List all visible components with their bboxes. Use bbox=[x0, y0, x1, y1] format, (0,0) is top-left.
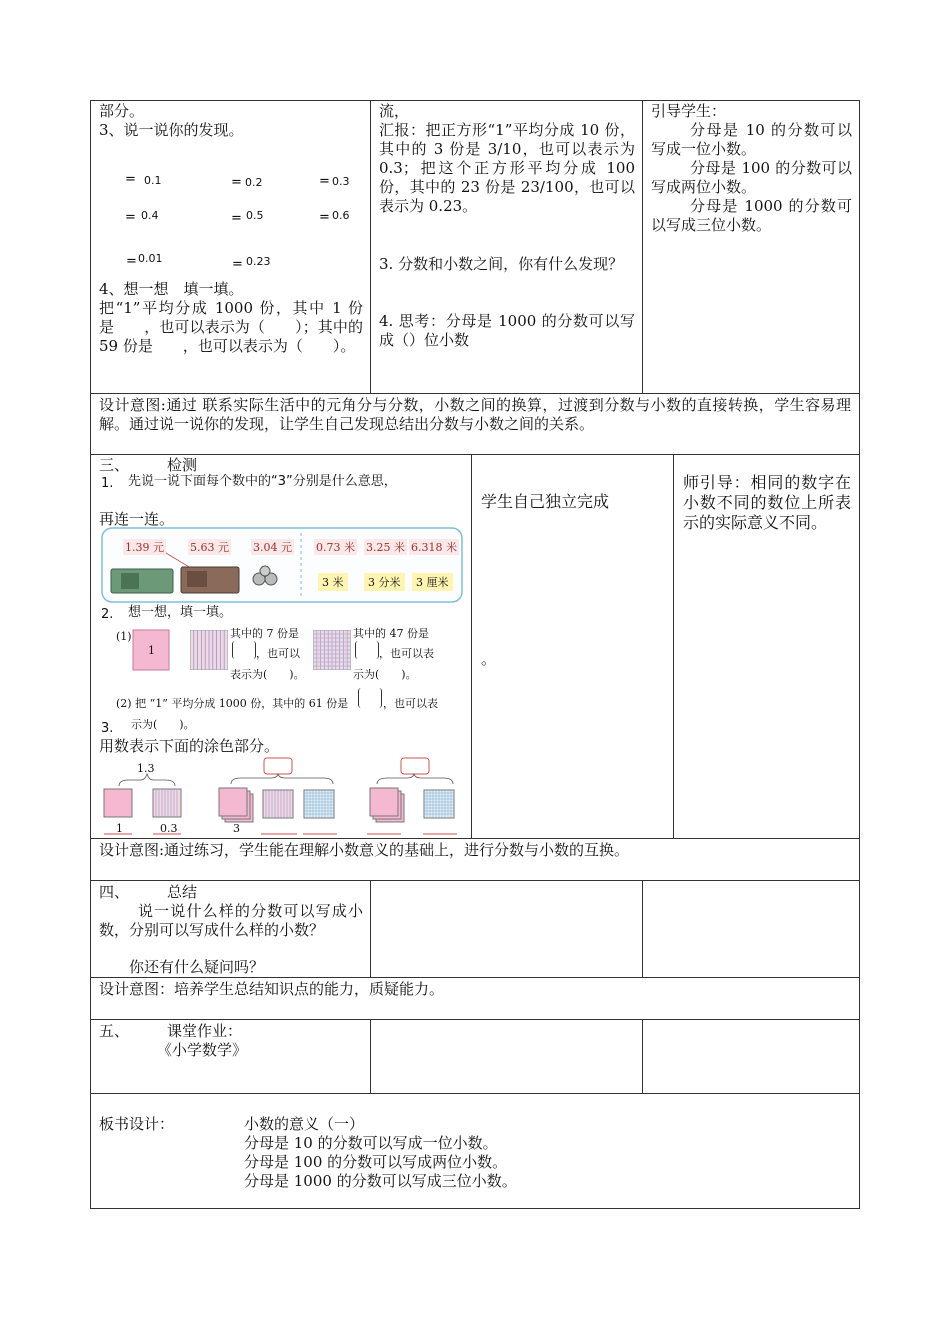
board-title: 小数的意义（一） bbox=[244, 1115, 365, 1133]
q2-part2-text-2: ，也可以表 bbox=[383, 697, 438, 710]
q2-part1-label: (1) bbox=[116, 630, 132, 643]
row1-col1-line2: 3、说一说你的发现。 bbox=[99, 121, 244, 139]
q2-a-line3: 表示为( )。 bbox=[230, 668, 305, 681]
row1-col3-p1: 分母是 10 的分数可以写成一位小数。 bbox=[651, 121, 852, 158]
q1-text-continued: 再连一连。 bbox=[99, 510, 175, 528]
intent2-bottom-border bbox=[90, 880, 860, 881]
tenths-square bbox=[190, 630, 228, 670]
money-1-39: 1.39 元 bbox=[125, 541, 164, 554]
row1-col2-q4: 4. 思考：分母是 1000 的分数可以写成（）位小数 bbox=[379, 312, 635, 349]
length-0-73: 0.73 米 bbox=[316, 541, 355, 554]
row1-col3-p3: 分母是 1000 的分数可以写成三位小数。 bbox=[651, 197, 852, 234]
section4-number: 四、 bbox=[99, 883, 130, 901]
section3-divider-2 bbox=[673, 454, 674, 838]
q3-number: 3. bbox=[101, 721, 114, 736]
decimal-0-3: 0.3 bbox=[332, 175, 350, 188]
q2-title: 想一想，填一填。 bbox=[128, 605, 233, 620]
decimal-0-6: 0.6 bbox=[332, 209, 350, 222]
row1-col1-line1: 部分。 bbox=[99, 102, 145, 120]
label-1-3: 1.3 bbox=[137, 762, 155, 775]
decimal-0-4: 0.4 bbox=[141, 209, 159, 222]
equals-sign: = bbox=[231, 211, 242, 226]
equals-sign: = bbox=[231, 175, 242, 190]
q1-number: 1. bbox=[101, 476, 114, 491]
equals-sign: = bbox=[232, 257, 243, 272]
fraction-blank[interactable] bbox=[358, 688, 382, 708]
board-line-3: 分母是 1000 的分数可以写成三位小数。 bbox=[244, 1172, 517, 1190]
q1-text: 先说一说下面每个数中的“3”分别是什么意思， bbox=[128, 474, 397, 489]
hundredths-square bbox=[313, 630, 351, 670]
row1-col3-p2: 分母是 100 的分数可以写成两位小数。 bbox=[651, 159, 852, 196]
length-3-25: 3.25 米 bbox=[366, 541, 405, 554]
row1-col2-report: 汇报：把正方形“1”平均分成 10 份，其中的 3 份是 3/10，也可以表示为 0.3；把这个正方形平均分成 100 份，其中的 23 份是 23/100，也可以表示为 0.23。 bbox=[379, 121, 640, 215]
label-1: 1 bbox=[116, 822, 123, 835]
q3-title: 用数表示下面的涂色部分。 bbox=[99, 737, 280, 755]
section3-bottom-border bbox=[90, 838, 860, 839]
section4-p1: 说一说什么样的分数可以写成小数，分别可以写成什么样的小数？ bbox=[99, 902, 363, 939]
banknote-icon bbox=[111, 569, 173, 593]
section3-middle-dot: 。 bbox=[481, 650, 497, 668]
fraction-blank[interactable] bbox=[355, 641, 379, 659]
equals-sign: = bbox=[319, 210, 330, 225]
equals-sign: = bbox=[126, 254, 137, 269]
decimal-0-23: 0.23 bbox=[246, 255, 271, 268]
table-right-border bbox=[859, 100, 860, 1209]
board-bottom-border bbox=[90, 1208, 860, 1209]
section4-bottom-border bbox=[90, 977, 860, 978]
row1-col3-title: 引导学生： bbox=[651, 102, 727, 120]
q2-a-line1: 其中的 7 份是 bbox=[230, 627, 299, 640]
board-line-2: 分母是 100 的分数可以写成两位小数。 bbox=[244, 1153, 508, 1171]
unit-3-centimeter: 3 厘米 bbox=[412, 573, 453, 591]
section5-book: 《小学数学》 bbox=[157, 1041, 248, 1059]
design-intent-1: 设计意图:通过 联系实际生活中的元角分与分数，小数之间的换算，过渡到分数与小数的直接转换，学生容易理解。通过说一说你的发现，让学生自己发现总结出分数与小数之间的关系。 bbox=[99, 396, 851, 433]
decimal-0-2: 0.2 bbox=[245, 176, 263, 189]
section4-divider-1 bbox=[370, 880, 371, 977]
section3-right-text: 师引导：相同的数字在小数不同的数位上所表示的实际意义不同。 bbox=[683, 473, 851, 532]
section5-number: 五、 bbox=[99, 1022, 130, 1040]
section5-title: 课堂作业： bbox=[167, 1022, 243, 1040]
row1-col2-q3: 3. 分数和小数之间，你有什么发现？ bbox=[379, 255, 624, 273]
row1-col1-q4-text: 把“1”平均分成 1000 份，其中 1 份是 ，也可以表示为（ ）；其中的 59 份是 ，也可以表示为（ ）。 bbox=[99, 299, 368, 355]
intent1-bottom-border bbox=[90, 454, 860, 455]
length-6-318: 6.318 米 bbox=[411, 541, 457, 554]
equals-sign: = bbox=[125, 210, 136, 225]
table-left-border bbox=[90, 100, 91, 1209]
label-3: 3 bbox=[233, 822, 240, 835]
equals-sign: = bbox=[319, 174, 330, 189]
board-line-1: 分母是 10 的分数可以写成一位小数。 bbox=[244, 1134, 498, 1152]
decimal-0-1: 0.1 bbox=[144, 174, 162, 187]
section5-divider-1 bbox=[370, 1019, 371, 1093]
section4-p2: 你还有什么疑问吗？ bbox=[129, 958, 265, 976]
row1-col1-q4-title: 4、想一想 填一填。 bbox=[99, 280, 244, 298]
label-0-3: 0.3 bbox=[160, 822, 178, 835]
unit-3-decimeter: 3 分米 bbox=[364, 573, 405, 591]
money-5-63: 5.63 元 bbox=[190, 541, 229, 554]
section3-middle-text: 学生自己独立完成 bbox=[481, 492, 610, 511]
row1-top-border bbox=[90, 100, 860, 101]
unit-3-meter: 3 米 bbox=[318, 573, 348, 591]
row1-col2-line1: 流， bbox=[379, 102, 410, 120]
q3-figures bbox=[101, 756, 463, 836]
section4-divider-2 bbox=[642, 880, 643, 977]
equals-sign: = bbox=[125, 172, 136, 187]
intent3-bottom-border bbox=[90, 1019, 860, 1020]
row1-divider-1 bbox=[370, 100, 371, 393]
design-intent-3: 设计意图：培养学生总结知识点的能力，质疑能力。 bbox=[99, 980, 445, 998]
q2-b-line2: ，也可以表 bbox=[379, 647, 434, 660]
unit-square-one: 1 bbox=[148, 644, 155, 657]
row1-divider-2 bbox=[642, 100, 643, 393]
q2-part2-text-3: 示为( )。 bbox=[131, 718, 195, 731]
q2-b-line3: 示为( )。 bbox=[353, 668, 417, 681]
section5-bottom-border bbox=[90, 1093, 860, 1094]
q2-a-line2: ，也可以 bbox=[256, 647, 300, 660]
money-3-04: 3.04 元 bbox=[253, 541, 292, 554]
q2-number: 2. bbox=[101, 607, 114, 622]
section3-title: 检测 bbox=[167, 456, 198, 474]
decimal-0-5: 0.5 bbox=[246, 209, 264, 222]
section4-title: 总结 bbox=[167, 883, 198, 901]
section3-divider-1 bbox=[471, 454, 472, 838]
section5-divider-2 bbox=[642, 1019, 643, 1093]
fraction-blank[interactable] bbox=[232, 641, 256, 659]
decimal-0-01: 0.01 bbox=[138, 252, 163, 265]
design-intent-2: 设计意图:通过练习，学生能在理解小数意义的基础上，进行分数与小数的互换。 bbox=[99, 841, 630, 859]
row1-bottom-border bbox=[90, 393, 860, 394]
section3-number: 三、 bbox=[99, 456, 130, 474]
banknote-icon bbox=[181, 567, 239, 593]
q2-b-line1: 其中的 47 份是 bbox=[353, 627, 429, 640]
q2-part2-text: (2) 把 “1” 平均分成 1000 份，其中的 61 份是 bbox=[116, 697, 349, 710]
board-label: 板书设计： bbox=[99, 1115, 175, 1133]
